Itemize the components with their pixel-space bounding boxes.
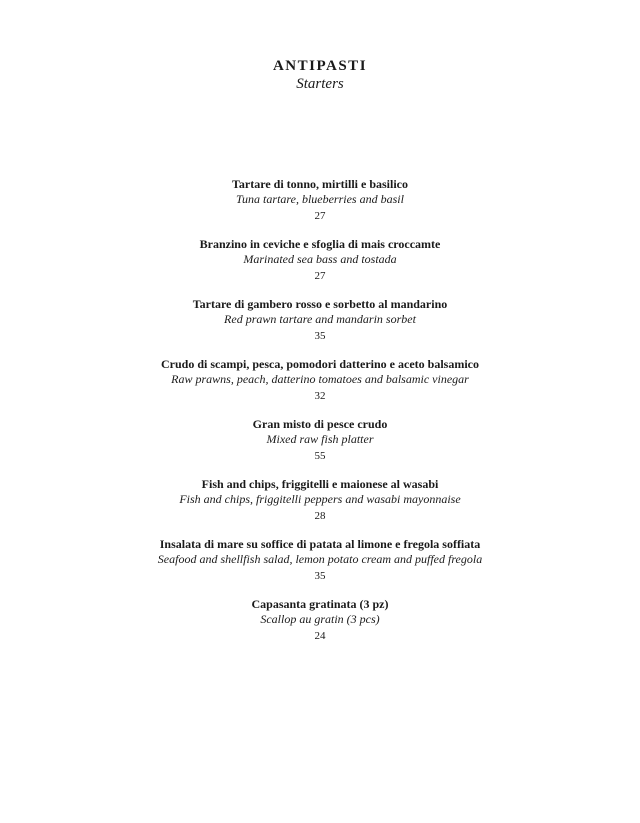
menu-item-description: Seafood and shellfish salad, lemon potato cream and puffed fregola (157, 552, 483, 566)
menu-item-description: Tuna tartare, blueberries and basil (236, 192, 404, 206)
menu-item-description: Fish and chips, friggitelli peppers and wasabi mayonnaise (179, 492, 461, 506)
menu-item (0, 237, 640, 297)
menu-item (0, 417, 640, 477)
menu-item-price: 55 (314, 450, 326, 462)
menu-item-name: Tartare di tonno, mirtilli e basilico (232, 177, 408, 191)
menu-item (0, 297, 640, 357)
menu-item-price: 35 (314, 330, 326, 342)
menu-item-description: Scallop au gratin (3 pcs) (260, 612, 380, 626)
menu-item-name: Insalata di mare su soffice di patata al limone e fregola soffiata (159, 537, 481, 551)
menu-item-price: 35 (314, 570, 326, 582)
menu-item-name: Branzino in ceviche e sfoglia di mais croccamte (199, 237, 441, 251)
menu-item-description: Marinated sea bass and tostada (243, 252, 397, 266)
menu-item (0, 597, 640, 657)
menu-item-name: Tartare di gambero rosso e sorbetto al mandarino (192, 297, 448, 311)
menu-item (0, 537, 640, 597)
menu-item-name: Capasanta gratinata (3 pz) (251, 597, 389, 611)
menu-item-name: Gran misto di pesce crudo (252, 417, 388, 431)
section-title: ANTIPASTI (272, 58, 368, 74)
menu-item-list (0, 177, 640, 657)
menu-item-name: Fish and chips, friggitelli e maionese al wasabi (201, 477, 439, 491)
menu-item-description: Mixed raw fish platter (266, 432, 374, 446)
menu-item (0, 177, 640, 237)
menu-item-description: Red prawn tartare and mandarin sorbet (224, 312, 416, 326)
menu-section-header (0, 57, 640, 93)
menu-item (0, 357, 640, 417)
section-subtitle: Starters (296, 76, 344, 92)
menu-item-description: Raw prawns, peach, datterino tomatoes and balsamic vinegar (171, 372, 469, 386)
menu-item-name: Crudo di scampi, pesca, pomodori datterino e aceto balsamico (161, 357, 479, 371)
menu-item (0, 477, 640, 537)
menu-item-price: 27 (314, 270, 326, 282)
menu-item-price: 28 (314, 510, 326, 522)
menu-item-price: 32 (314, 390, 326, 402)
menu-item-price: 27 (314, 210, 326, 222)
menu-item-price: 24 (314, 630, 326, 642)
